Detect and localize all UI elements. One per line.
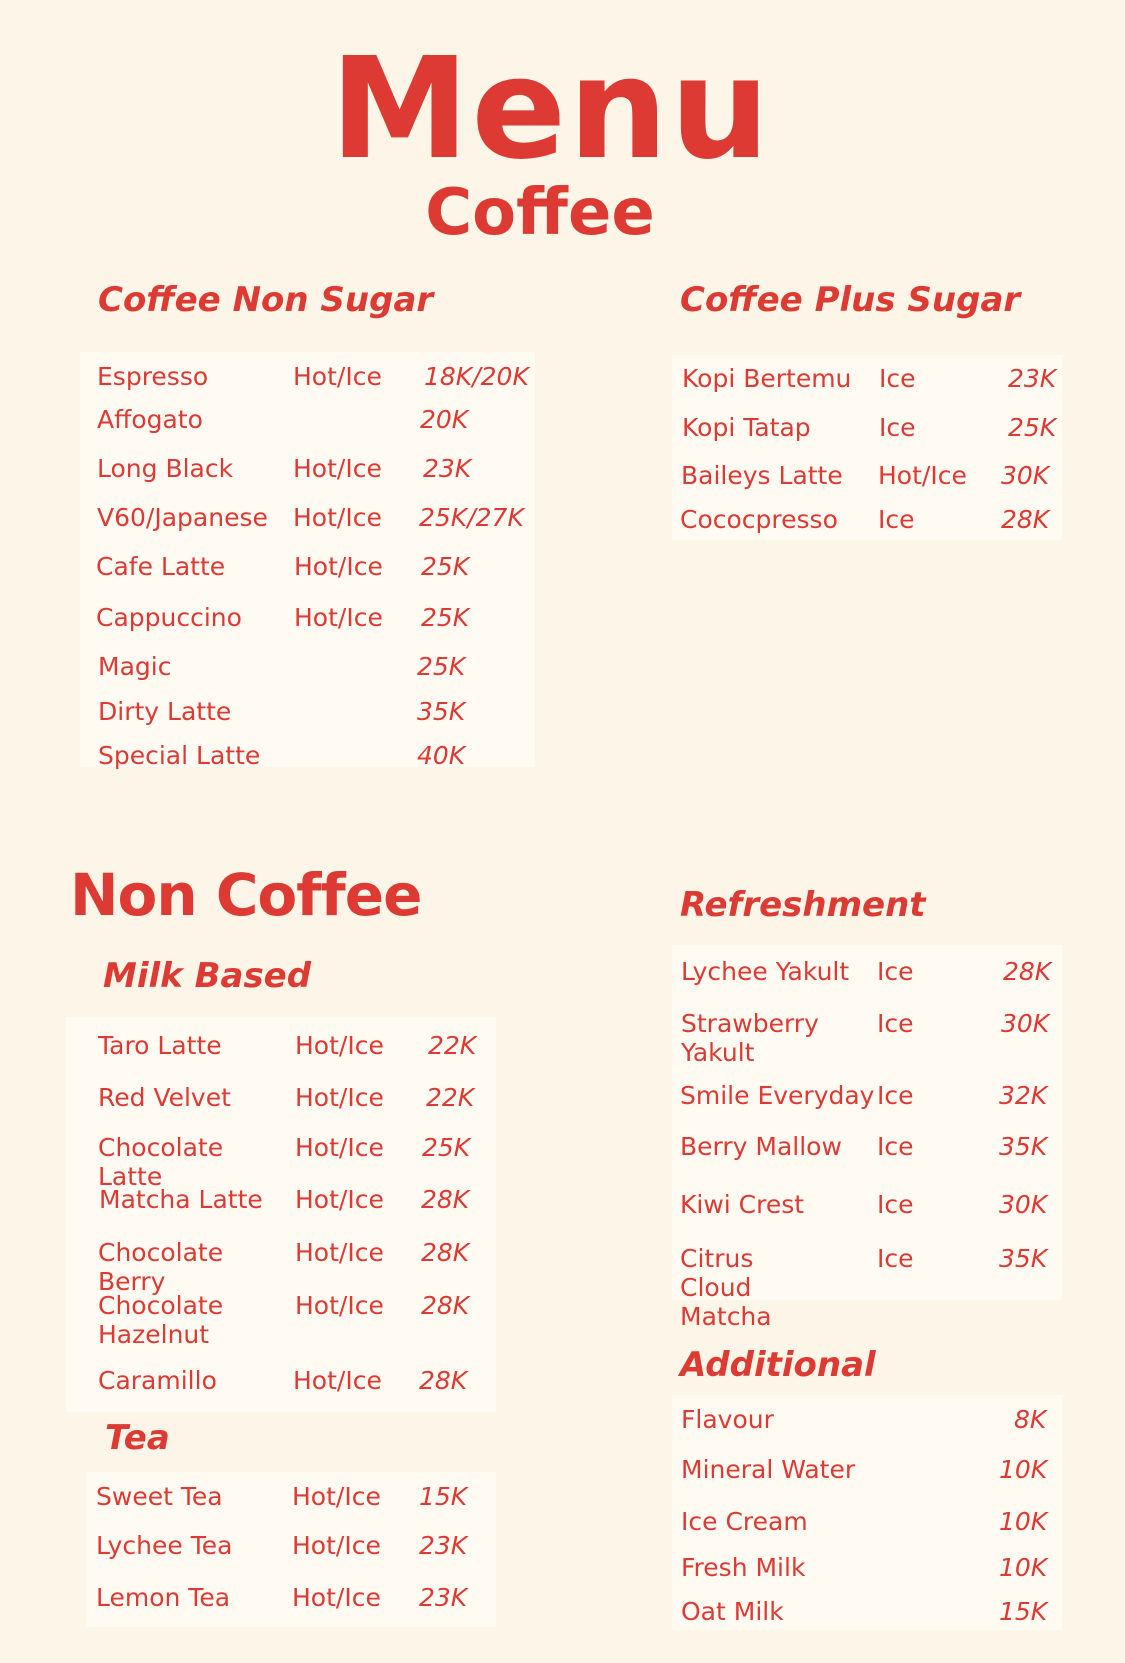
item-type: Hot/Ice [295,1238,384,1267]
item-price: 28K [421,1238,470,1267]
item-type: Hot/Ice [292,1531,381,1560]
item-type: Hot/Ice [295,1133,384,1162]
item-price: 20K [420,405,469,434]
item-name: Smile Everyday [680,1081,875,1110]
item-type: Hot/Ice [293,454,382,483]
item-price: 35K [999,1244,1048,1273]
item-name: Fresh Milk [681,1553,806,1582]
item-price: 25K [421,552,470,581]
item-name: Long Black [97,454,234,483]
item-price: 28K [421,1185,470,1214]
item-name: Citrus Cloud Matcha [680,1244,772,1331]
item-price: 8K [1014,1405,1047,1434]
item-type: Hot/Ice [294,603,383,632]
item-price: 23K [419,1531,468,1560]
item-price: 25K [417,652,466,681]
coffee-non-sugar-heading: Coffee Non Sugar [98,280,434,320]
item-type: Ice [877,1244,914,1273]
item-type: Ice [879,364,916,393]
item-price: 30K [999,1190,1048,1219]
coffee-plus-sugar-heading: Coffee Plus Sugar [680,280,1021,320]
item-price: 18K/20K [424,362,529,391]
item-type: Hot/Ice [295,1291,384,1320]
item-name: Caramillo [98,1366,217,1395]
item-name: Chocolate Berry [98,1238,224,1296]
item-name: Taro Latte [98,1031,222,1060]
item-name: Mineral Water [681,1455,856,1484]
item-price: 23K [419,1583,468,1612]
item-price: 35K [417,697,466,726]
item-price: 22K [428,1031,477,1060]
item-type: Ice [878,505,915,534]
item-name: Lychee Tea [96,1531,233,1560]
item-type: Hot/Ice [295,1185,384,1214]
item-price: 25K [421,603,470,632]
item-name: Sweet Tea [96,1482,223,1511]
item-type: Hot/Ice [293,362,382,391]
item-price: 10K [999,1553,1048,1582]
item-type: Hot/Ice [295,1031,384,1060]
item-name: Strawberry Yakult [681,1009,819,1067]
item-type: Hot/Ice [292,1583,381,1612]
milk-based-heading: Milk Based [103,956,312,996]
item-type: Hot/Ice [293,503,382,532]
item-price: 28K [1001,505,1050,534]
item-price: 32K [999,1081,1048,1110]
item-name: Kopi Tatap [682,413,811,442]
item-name: Cafe Latte [96,552,226,581]
item-name: Kopi Bertemu [682,364,852,393]
item-name: Cococpresso [680,505,838,534]
item-name: Cappuccino [96,603,242,632]
item-price: 35K [999,1132,1048,1161]
item-name: Special Latte [98,741,261,770]
item-price: 30K [1001,1009,1050,1038]
item-name: Magic [98,652,172,681]
menu-title: Menu [330,28,772,191]
item-type: Ice [877,1081,914,1110]
item-name: Baileys Latte [681,461,843,490]
item-price: 25K [422,1133,471,1162]
item-name: Affogato [97,405,203,434]
milk-based-panel [66,1017,496,1412]
item-name: Espresso [97,362,209,391]
item-name: Oat Milk [681,1597,784,1626]
item-type: Ice [877,1009,914,1038]
item-type: Hot/Ice [295,1083,384,1112]
item-name: Chocolate Hazelnut [98,1291,224,1349]
item-type: Hot/Ice [292,1482,381,1511]
item-price: 15K [419,1482,468,1511]
item-price: 28K [1003,957,1052,986]
item-name: Ice Cream [681,1507,808,1536]
item-type: Ice [877,957,914,986]
item-price: 10K [999,1507,1048,1536]
additional-heading: Additional [680,1345,876,1385]
item-price: 25K/27K [419,503,524,532]
item-price: 15K [999,1597,1048,1626]
item-name: Lychee Yakult [681,957,850,986]
item-name: Matcha Latte [99,1185,263,1214]
item-price: 40K [417,741,466,770]
item-price: 23K [1008,364,1057,393]
item-type: Hot/Ice [294,552,383,581]
item-name: Berry Mallow [680,1132,842,1161]
item-type: Ice [877,1132,914,1161]
item-type: Ice [879,413,916,442]
item-name: Lemon Tea [96,1583,231,1612]
item-price: 28K [419,1366,468,1395]
item-name: Flavour [681,1405,774,1434]
refreshment-heading: Refreshment [680,885,926,925]
item-price: 10K [999,1455,1048,1484]
non-coffee-heading: Non Coffee [70,861,422,929]
tea-heading: Tea [105,1418,170,1458]
item-price: 30K [1001,461,1050,490]
item-type: Ice [877,1190,914,1219]
item-name: Red Velvet [98,1083,231,1112]
item-name: Kiwi Crest [680,1190,805,1219]
item-name: V60/Japanese [97,503,268,532]
item-price: 28K [421,1291,470,1320]
item-name: Chocolate Latte [98,1133,224,1191]
item-name: Dirty Latte [98,697,232,726]
item-price: 25K [1008,413,1057,442]
item-price: 22K [426,1083,475,1112]
item-price: 23K [423,454,472,483]
item-type: Hot/Ice [293,1366,382,1395]
item-type: Hot/Ice [878,461,967,490]
menu-subtitle: Coffee [425,176,655,250]
